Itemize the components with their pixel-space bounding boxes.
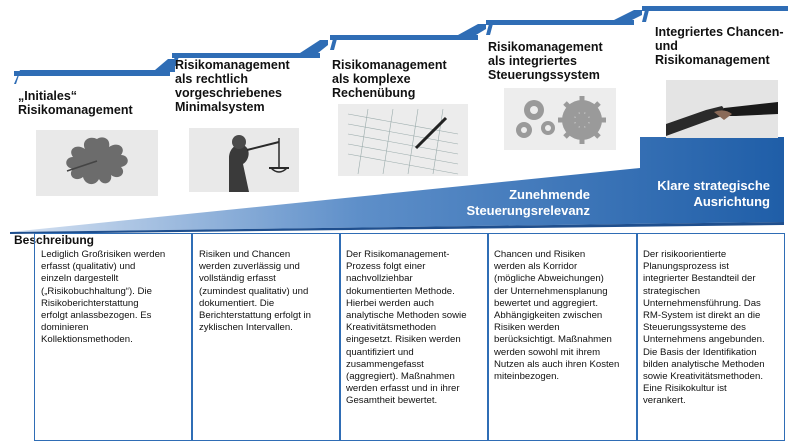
arrow-label-relevance: Zunehmende Steuerungsrelevanz bbox=[466, 187, 590, 218]
column-divider bbox=[191, 233, 193, 441]
column-divider bbox=[636, 233, 638, 441]
stage-2-title: Risikomanagement als rechtlich vorgeschriebenes Minimalsystem bbox=[175, 58, 290, 114]
stage-4-title: Risikomanagement als integriertes Steuerungssystem bbox=[488, 40, 603, 82]
step-banner-1-bar bbox=[14, 71, 170, 76]
gears-image bbox=[504, 88, 616, 150]
stage-1-title: „Initiales“ Risikomanagement bbox=[18, 89, 133, 117]
calculation-image bbox=[338, 104, 468, 176]
column-divider bbox=[339, 233, 341, 441]
column-divider bbox=[487, 233, 489, 441]
stage-3-title: Risikomanagement als komplexe Rechenübung bbox=[332, 58, 447, 100]
description-column-3: Der Risikomanagement- Prozess folgt einer nachvollziehbar dokumentierten Methode. Hierbei werden auch analytische Methoden sowie Kreativitätsmethoden eingesetzt. Risiken werden quantifiziert und zusammengefasst (aggregiert). Maßnahmen werden erfasst und in ihrer Gesamtheit bewertet. bbox=[346, 249, 467, 407]
justice-statue-image bbox=[189, 128, 299, 192]
step-banner-3-bar bbox=[330, 35, 478, 40]
description-column-2: Risiken und Chancen werden zuverlässig und vollständig erfasst (zumindest qualitativ) und dokumentiert. Die Berichterstattung erfolgt in zyklischen Intervallen. bbox=[199, 249, 311, 334]
arrow-label-strategic: Klare strategische Ausrichtung bbox=[657, 178, 770, 209]
leaf-image bbox=[36, 130, 158, 196]
description-column-1: Lediglich Großrisiken werden erfasst (qualitativ) und einzeln dargestellt („Risikobuchhaltung“). Die Risikoberichterstattung erfolgt anlassbezogen. Es dominieren Kollektionsmethoden. bbox=[41, 249, 166, 346]
description-heading: Beschreibung bbox=[14, 233, 95, 247]
description-column-5: Der risikoorientierte Planungsprozess ist integrierter Bestandteil der strategischen Unternehmensführung. Das RM-System ist direkt an die Steuerungssysteme des Unternehmens angebunden. Die Basis der Identifikation bilden analytische Methoden sowie Kreativitätsmethoden. Eine Risikokultur ist verankert. bbox=[643, 249, 765, 407]
description-column-4: Chancen und Risiken werden als Korridor (mögliche Abweichungen) der Unternehmensplanung bewertet und aggregiert. Abhängigkeiten zwischen Risiken werden berücksichtigt. Maßnahmen werden sowohl mit ihrem Nutzen als auch ihren Kosten miteinbezogen. bbox=[494, 249, 620, 383]
step-banner-5-bar bbox=[642, 6, 788, 11]
handshake-image bbox=[666, 80, 778, 138]
stage-5-title: Integriertes Chancen- und Risikomanagement bbox=[655, 25, 784, 67]
step-banner-4-bar bbox=[486, 20, 634, 25]
